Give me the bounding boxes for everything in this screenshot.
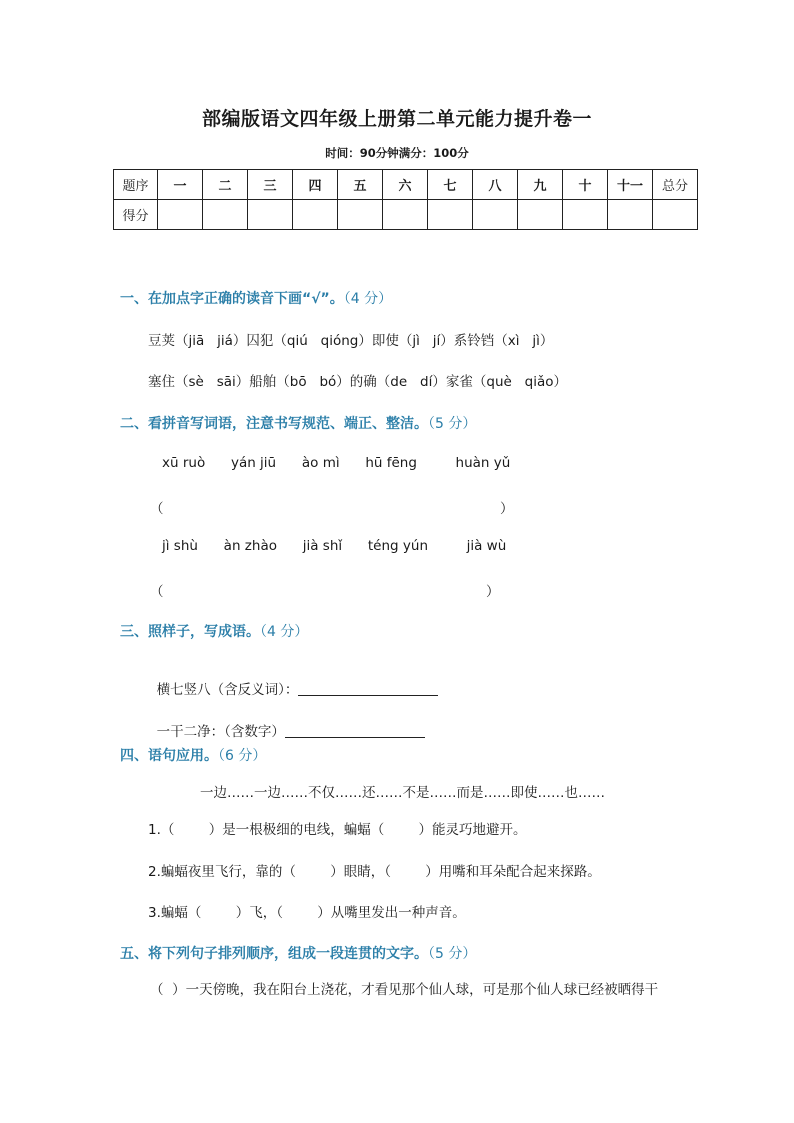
section-3-heading <box>120 621 308 641</box>
idiom-prompt-1: 横七竖八（含反义词）： <box>156 682 299 698</box>
idiom-answer-blank-1[interactable] <box>298 681 438 696</box>
score-cell[interactable] <box>248 200 293 230</box>
score-cell[interactable] <box>293 200 338 230</box>
column-header: 十 <box>563 170 608 200</box>
answer-paren-close-1: ） <box>500 501 514 517</box>
column-header: 三 <box>248 170 293 200</box>
score-cell[interactable] <box>158 200 203 230</box>
section-3-item-1 <box>148 662 438 698</box>
sentence-question-2: 2.蝙蝠夜里飞行，靠的（ ）眼睛，（ ）用嘴和耳朵配合起来探路。 <box>148 864 601 880</box>
idiom-answer-blank-2[interactable] <box>285 723 425 738</box>
section-1-points: （4 分） <box>343 291 393 307</box>
column-header: 十一 <box>608 170 653 200</box>
total-score-cell[interactable] <box>653 200 698 230</box>
section-2-title: 二、看拼音写词语，注意书写规范、端正、整洁。 <box>120 416 428 432</box>
pinyin-row-2: jì shù àn zhào jià shǐ téng yún jià wù <box>162 538 507 554</box>
score-cell[interactable] <box>608 200 653 230</box>
score-cell[interactable] <box>563 200 608 230</box>
section-4-heading <box>120 745 266 765</box>
section-2-points: （5 分） <box>428 416 477 432</box>
score-cell[interactable] <box>473 200 518 230</box>
answer-paren-open-1: （ <box>150 501 164 517</box>
section-1-line-1: 豆荚（jiā jiá）囚犯（qiú qióng）即使（jì jí）系铃铛（xì jì） <box>148 333 554 349</box>
section-2-heading <box>120 413 476 433</box>
conjunction-options: 一边……一边……不仅……还……不是……而是……即使……也…… <box>200 785 605 801</box>
section-5-points: （5 分） <box>428 946 477 962</box>
sentence-question-3: 3.蝙蝠（ ）飞，（ ）从嘴里发出一种声音。 <box>148 905 466 921</box>
pinyin-row-1: xū ruò yán jiū ào mì hū fēng huàn yǔ <box>162 455 511 471</box>
answer-paren-open-2: （ <box>150 584 164 600</box>
section-3-points: （4 分） <box>260 624 309 640</box>
section-1-line-2: 塞住（sè sāi）船舶（bō bó）的确（de dí）家雀（què qiǎo） <box>148 374 568 390</box>
column-header: 一 <box>158 170 203 200</box>
section-5-title: 五、将下列句子排列顺序，组成一段连贯的文字。 <box>120 946 428 962</box>
row-label-score: 得分 <box>114 200 158 230</box>
score-table-header-row <box>114 170 698 200</box>
column-header: 七 <box>428 170 473 200</box>
section-1-heading <box>120 288 392 308</box>
row-label-question: 题序 <box>114 170 158 200</box>
section-3-item-2 <box>148 704 425 740</box>
column-header: 八 <box>473 170 518 200</box>
score-cell[interactable] <box>383 200 428 230</box>
score-table <box>113 169 698 230</box>
total-header: 总分 <box>653 170 698 200</box>
sentence-question-1: 1.（ ）是一根极细的电线，蝙蝠（ ）能灵巧地避开。 <box>148 822 527 838</box>
score-cell[interactable] <box>338 200 383 230</box>
section-3-title: 三、照样子，写成语。 <box>120 624 260 640</box>
section-1-title: 一、在加点字正确的读音下画“√”。 <box>120 291 344 307</box>
section-4-title: 四、语句应用。 <box>120 748 218 764</box>
answer-paren-close-2: ） <box>486 584 500 600</box>
score-cell[interactable] <box>203 200 248 230</box>
page-title: 部编版语文四年级上册第二单元能力提升卷一 <box>201 108 592 130</box>
idiom-prompt-2: 一干二净：（含数字） <box>156 724 285 740</box>
score-cell[interactable] <box>428 200 473 230</box>
column-header: 五 <box>338 170 383 200</box>
column-header: 二 <box>203 170 248 200</box>
score-cell[interactable] <box>518 200 563 230</box>
score-table-score-row <box>114 200 698 230</box>
section-4-points: （6 分） <box>218 748 267 764</box>
section-5-heading <box>120 943 476 963</box>
column-header: 六 <box>383 170 428 200</box>
column-header: 九 <box>518 170 563 200</box>
exam-info: 时间：90分钟满分：100分 <box>325 146 469 160</box>
ordering-sentence-1: （ ）一天傍晚，我在阳台上浇花，才看见那个仙人球，可是那个仙人球已经被晒得干 <box>150 982 659 998</box>
column-header: 四 <box>293 170 338 200</box>
